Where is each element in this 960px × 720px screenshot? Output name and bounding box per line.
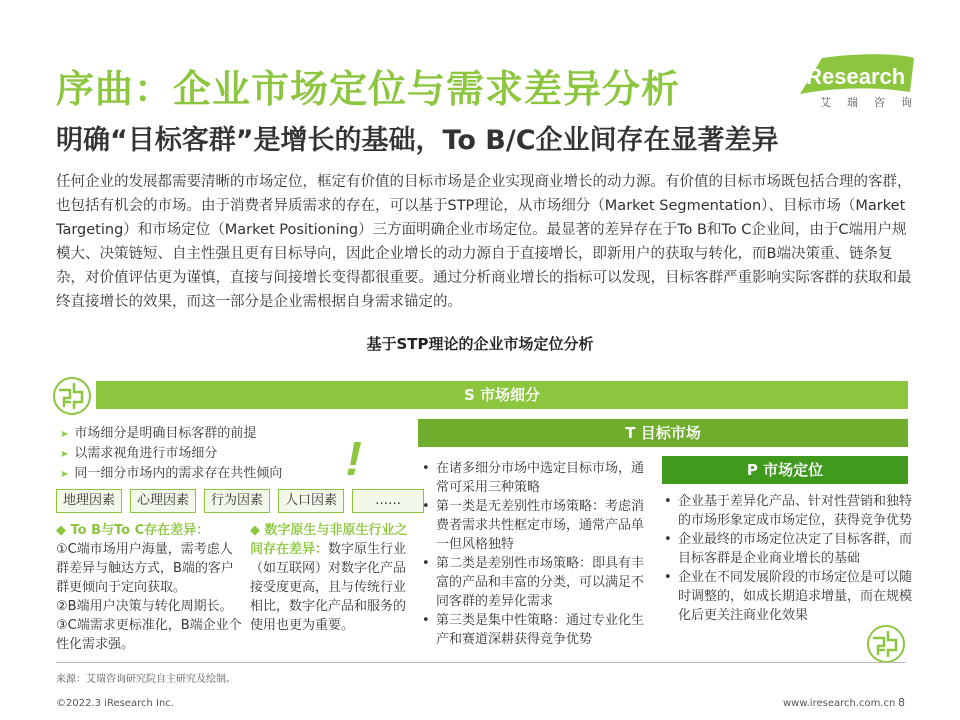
- factor-tag: 心理因素: [130, 489, 196, 513]
- list-item: • 企业基于差异化产品、针对性营销和独特的市场形象定成市场定位，获得竞争优势: [662, 492, 912, 530]
- factor-tag: 地理因素: [56, 489, 122, 513]
- website-link[interactable]: www.iresearch.com.cn: [783, 698, 896, 709]
- stp-t-bar: T 目标市场: [418, 419, 908, 447]
- diagram-title: 基于STP理论的企业市场定位分析: [366, 335, 594, 353]
- digital-native-difference: [250, 521, 410, 635]
- stp-s-bar: S 市场细分: [96, 381, 908, 409]
- digital-text: 数字原生行业（如互联网）对数字化产品接受度更高，且与传统行业相比，数字化产品和服务的使用也更为重要。: [250, 542, 407, 633]
- segmentation-factors: [56, 489, 424, 513]
- maze-icon: [866, 624, 906, 664]
- list-item: ➤ 同一细分市场内的需求存在共性倾向: [60, 464, 282, 484]
- factor-tag: ……: [352, 489, 424, 513]
- page-number: 8: [898, 696, 905, 709]
- logo-cn-text: 艾瑞咨询: [820, 96, 928, 109]
- list-item: • 在诸多细分市场中选定目标市场，通常可采用三种策略: [420, 459, 656, 497]
- maze-icon: [52, 376, 92, 416]
- source-note: 来源：艾瑞咨询研究院自主研究及绘制。: [56, 674, 236, 685]
- tob-toc-difference: [56, 521, 244, 654]
- tob-toc-line: ②B端用户决策与转化周期长。: [56, 599, 233, 614]
- list-item: ➤ 以需求视角进行市场细分: [60, 444, 282, 464]
- copyright: ©2022.3 iResearch Inc.: [56, 698, 174, 709]
- tob-toc-heading: ◆ To B与To C存在差异：: [56, 523, 210, 538]
- digital-heading: ◆ 数字原生与非原生行业之间存在差异：: [250, 523, 408, 557]
- intro-paragraph: 任何企业的发展都需要清晰的市场定位，框定有价值的目标市场是企业实现商业增长的动力源。有价值的目标市场既包括合理的客群，也包括有机会的市场。由于消费者异质需求的存在，可以基于STP理论，从市场细分（Market Segmentation）、目标市场（Market Targeting）和市场定位（Market Positioning）三方面明确企业市场定位。最显著的差异存在于To B和To C企业间，由于C端用户规模大、决策链短、自主性强且更有目标导向，因此企业增长的动力源自于直接增长，即新用户的获取与转化，而B端决策重、链条复杂，对价值评估更为谨慎，直接与间接增长变得都很重要。通过分析商业增长的指标可以发现，目标客群严重影响实际客群的获取和最终直接增长的效果，而这一部分是企业需根据自身需求锚定的。: [56, 174, 912, 310]
- targeting-bullets: [420, 459, 656, 649]
- page-title: 序曲：企业市场定位与需求差异分析: [56, 67, 681, 111]
- tob-toc-line: ③C端需求更标准化，B端企业个性化需求强。: [56, 618, 242, 652]
- list-item: • 企业最终的市场定位决定了目标客群，而目标客群是企业商业增长的基础: [662, 530, 912, 568]
- list-item: • 第一类是无差别性市场策略：考虑消费者需求共性框定市场，通常产品单一但风格独特: [420, 497, 656, 554]
- footer-divider: [56, 662, 906, 663]
- tob-toc-line: ①C端市场用户海量，需考虑人群差异与触达方式，B端的客户群更倾向于定向获取。: [56, 542, 234, 595]
- exclamation-icon: !: [340, 433, 368, 486]
- logo-text: iResearch: [800, 64, 906, 89]
- positioning-bullets: [662, 492, 912, 625]
- page-subtitle: 明确“目标客群”是增长的基础，To B/C企业间存在显著差异: [56, 125, 779, 156]
- list-item: • 第二类是差别性市场策略：即具有丰富的产品和丰富的分类，可以满足不同客群的差异化需求: [420, 554, 656, 611]
- stp-p-bar: P 市场定位: [662, 456, 908, 484]
- factor-tag: 人口因素: [278, 489, 344, 513]
- list-item: ➤ 市场细分是明确目标客群的前提: [60, 424, 282, 444]
- segmentation-bullets: [60, 424, 282, 484]
- factor-tag: 行为因素: [204, 489, 270, 513]
- list-item: • 企业在不同发展阶段的市场定位是可以随时调整的，如成长期追求增量，而在规模化后更关注商业化效果: [662, 568, 912, 625]
- list-item: • 第三类是集中性策略：通过专业化生产和赛道深耕获得竞争优势: [420, 611, 656, 649]
